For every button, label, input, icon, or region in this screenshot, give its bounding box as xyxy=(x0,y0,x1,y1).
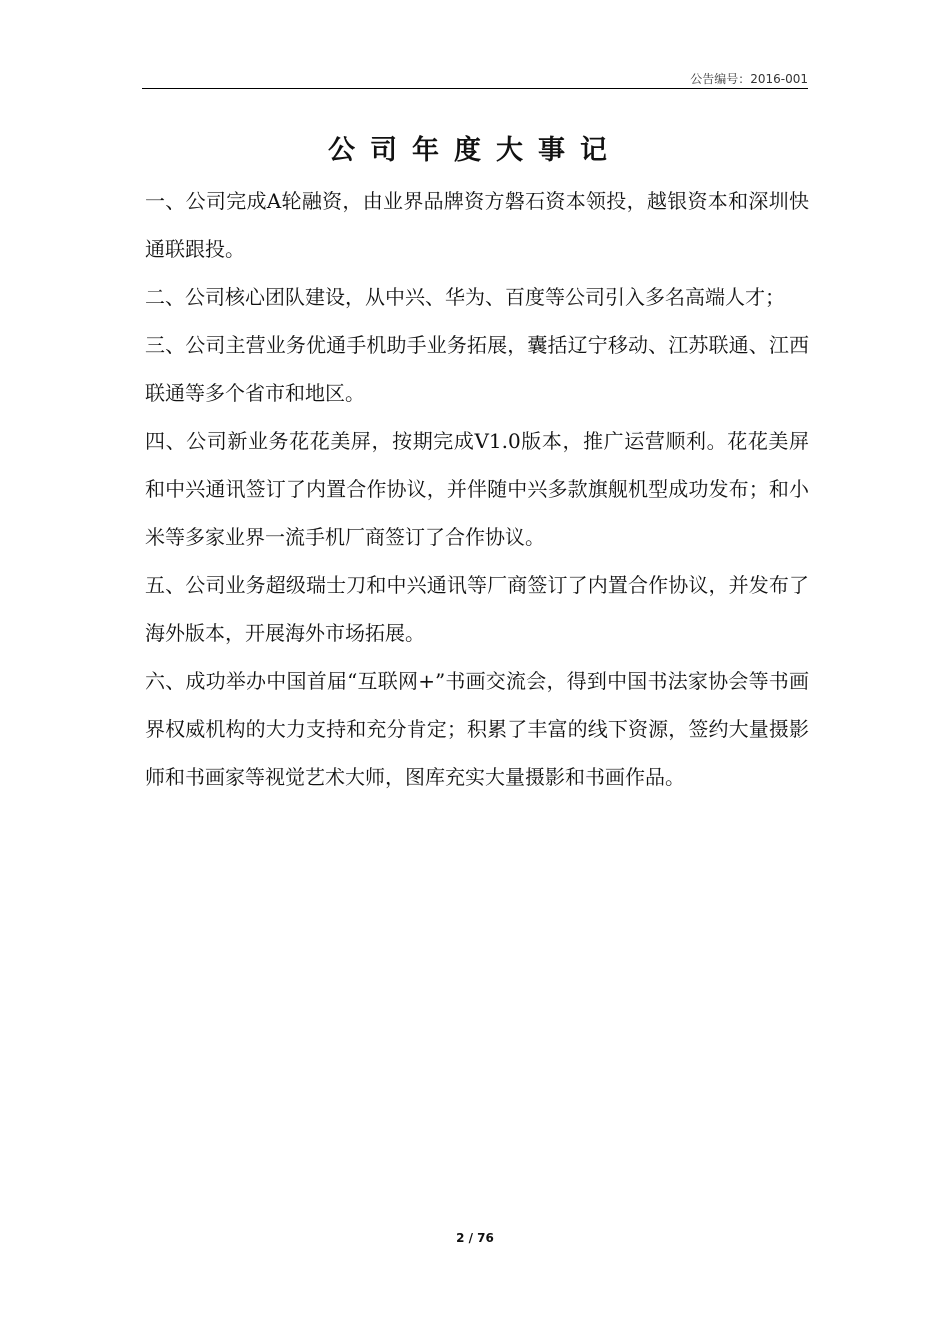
event-paragraph-6: 六、成功举办中国首届“互联网+”书画交流会，得到中国书法家协会等书画界权威机构的大力支持和充分肯定；积累了丰富的线下资源，签约大量摄影师和书画家等视觉艺术大师，图库充实大量摄影和书画作品。 xyxy=(145,669,809,789)
page-header xyxy=(142,60,808,89)
event-paragraph-4: 四、公司新业务花花美屏，按期完成V1.0版本，推广运营顺利。花花美屏和中兴通讯签订了内置合作协议，并伴随中兴多款旗舰机型成功发布；和小米等多家业界一流手机厂商签订了合作协议。 xyxy=(145,429,809,549)
announcement-number: 公告编号：2016-001 xyxy=(690,72,808,86)
page-title: 公司年度大事记 xyxy=(328,135,622,166)
event-paragraph-3: 三、公司主营业务优通手机助手业务拓展，囊括辽宁移动、江苏联通、江西联通等多个省市和地区。 xyxy=(145,333,809,405)
event-paragraph-1: 一、公司完成A轮融资，由业界品牌资方磐石资本领投，越银资本和深圳快通联跟投。 xyxy=(145,189,809,261)
event-paragraph-2: 二、公司核心团队建设，从中兴、华为、百度等公司引入多名高端人才； xyxy=(145,285,785,309)
page-number: 2 / 76 xyxy=(456,1231,494,1245)
document-body xyxy=(145,177,809,801)
event-paragraph-5: 五、公司业务超级瑞士刀和中兴通讯等厂商签订了内置合作协议，并发布了海外版本，开展海外市场拓展。 xyxy=(145,573,809,645)
